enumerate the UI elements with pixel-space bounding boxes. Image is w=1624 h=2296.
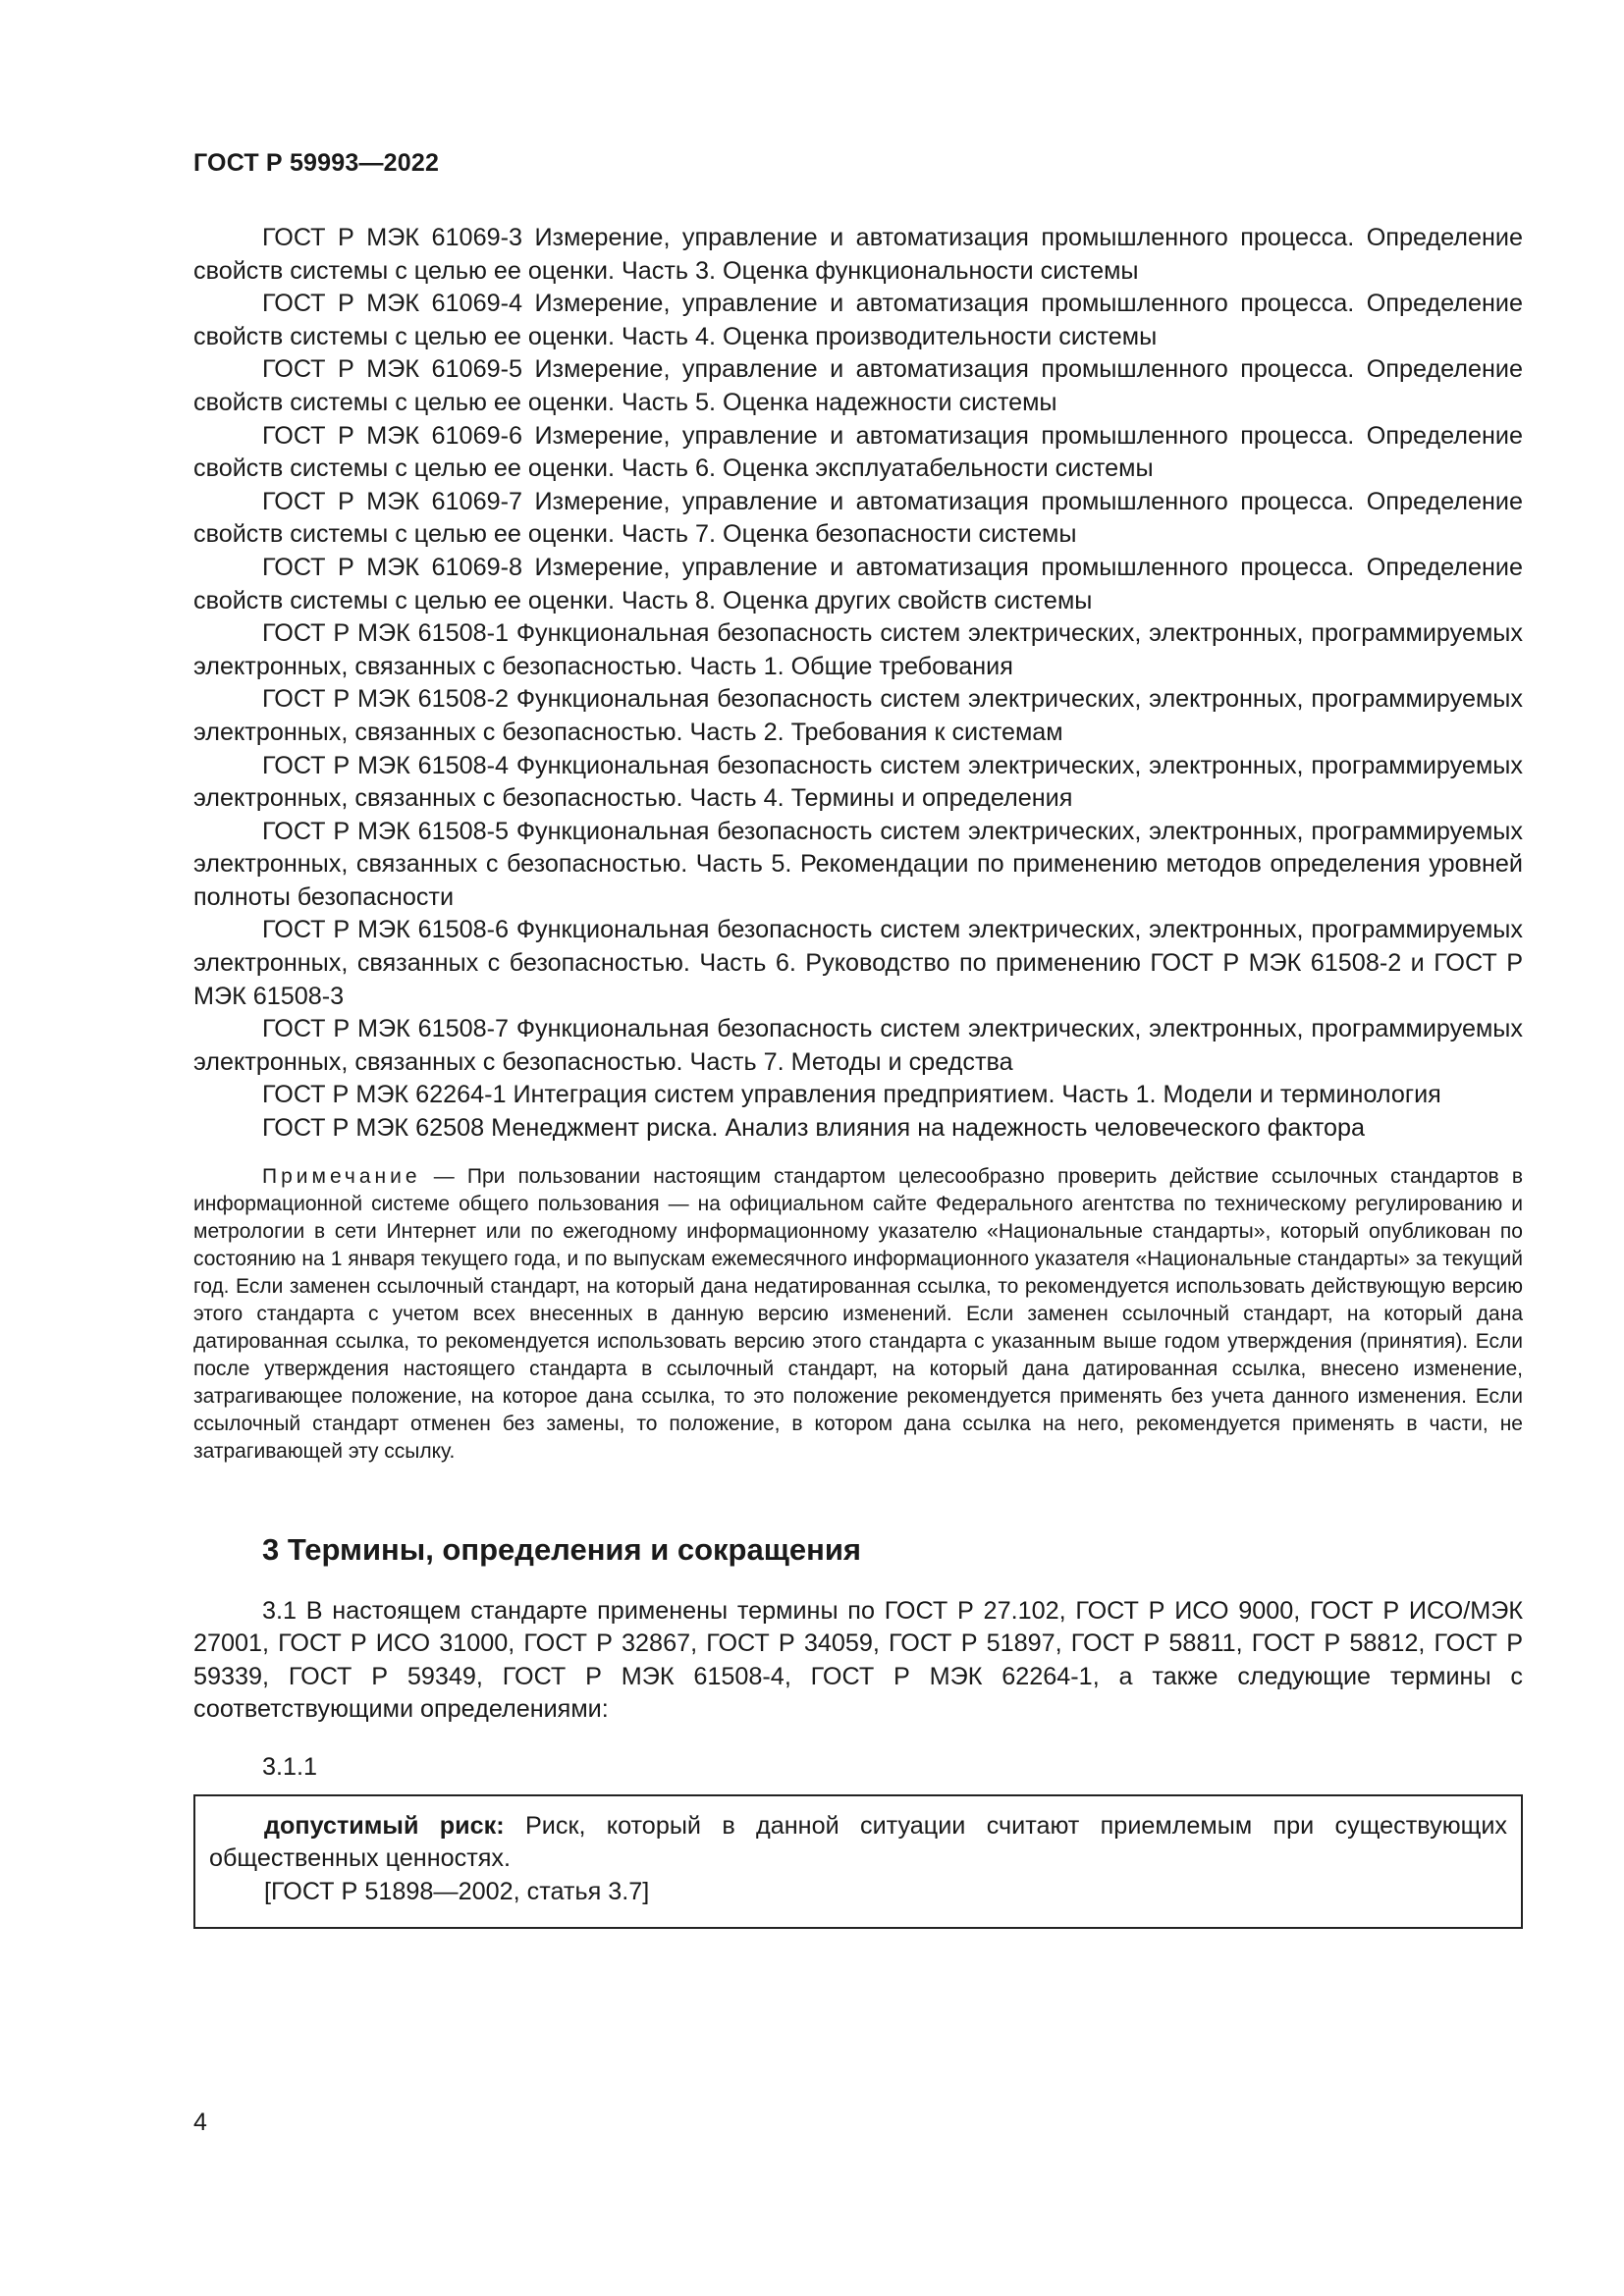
page-number: 4 (193, 2109, 207, 2136)
note-paragraph (193, 1163, 1523, 1466)
reference-item: ГОСТ Р МЭК 61508-4 Функциональная безопасность систем электрических, электронных, программируемых электронных, связанных с безопасностью. Часть 4. Термины и определения (193, 751, 1523, 813)
reference-item: ГОСТ Р МЭК 61508-2 Функциональная безопасность систем электрических, электронных, программируемых электронных, связанных с безопасностью. Часть 2. Требования к системам (193, 685, 1523, 746)
subclause-number: 3.1.1 (262, 1753, 318, 1782)
reference-item: ГОСТ Р МЭК 61508-5 Функциональная безопасность систем электрических, электронных, программируемых электронных, связанных с безопасностью. Часть 5. Рекомендации по применению методов определения уровней полноты безопасности (193, 817, 1523, 911)
section-heading: 3 Термины, определения и сокращения (262, 1531, 861, 1567)
reference-item: ГОСТ Р МЭК 61069-3 Измерение, управление и автоматизация промышленного процесса. Определение свойств системы с целью ее оценки. Часть 3. Оценка функциональности системы (193, 224, 1523, 285)
document-code-header: ГОСТ Р 59993—2022 (193, 149, 440, 177)
page-content (193, 222, 1523, 1929)
reference-item: ГОСТ Р МЭК 61069-8 Измерение, управление и автоматизация промышленного процесса. Определение свойств системы с целью ее оценки. Часть 8. Оценка других свойств системы (193, 553, 1523, 614)
reference-item: ГОСТ Р МЭК 61508-6 Функциональная безопасность систем электрических, электронных, программируемых электронных, связанных с безопасностью. Часть 6. Руководство по применению ГОСТ Р МЭК 61508-2 и ГОСТ Р МЭК 61508-3 (193, 916, 1523, 1010)
reference-item: ГОСТ Р МЭК 61069-5 Измерение, управление и автоматизация промышленного процесса. Определение свойств системы с целью ее оценки. Часть 5. Оценка надежности системы (193, 355, 1523, 416)
reference-item: ГОСТ Р МЭК 62508 Менеджмент риска. Анализ влияния на надежность человеческого фактора (262, 1114, 1366, 1143)
normative-references-list (193, 222, 1523, 1146)
term-source: [ГОСТ Р 51898—2002, статья 3.7] (264, 1877, 650, 1905)
reference-item: ГОСТ Р МЭК 61508-1 Функциональная безопасность систем электрических, электронных, программируемых электронных, связанных с безопасностью. Часть 1. Общие требования (193, 619, 1523, 680)
reference-item: ГОСТ Р МЭК 62264-1 Интеграция систем управления предприятием. Часть 1. Модели и терминология (262, 1081, 1441, 1109)
reference-item: ГОСТ Р МЭК 61508-7 Функциональная безопасность систем электрических, электронных, программируемых электронных, связанных с безопасностью. Часть 7. Методы и средства (193, 1015, 1523, 1076)
note-text: — При пользовании настоящим стандартом целесообразно проверить действие ссылочных стандартов в информационной системе общего пользования — на официальном сайте Федерального агентства по техническому регулированию и метрологии в сети Интернет или по ежегодному информационному указателю «Национальные стандарты», который опубликован по состоянию на 1 января текущего года, и по выпускам ежемесячного информационного указателя «Национальные стандарты» за текущий год. Если заменен ссылочный стандарт, на который дана недатированная ссылка, то рекомендуется использовать действующую версию этого стандарта с учетом всех внесенных в данную версию изменений. Если заменен ссылочный стандарт, на который дана датированная ссылка, то рекомендуется использовать версию этого стандарта с указанным выше годом утверждения (принятия). Если после утверждения настоящего стандарта в ссылочный стандарт, на который дана датированная ссылка, внесено изменение, затрагивающее положение, на которое дана ссылка, то это положение рекомендуется применять без учета данного изменения. Если ссылочный стандарт отменен без замены, то положение, в котором дана ссылка на него, рекомендуется применять в части, не затрагивающей эту ссылку. (193, 1164, 1523, 1463)
term-name: допустимый риск: (264, 1811, 505, 1840)
term-definition (209, 1810, 1507, 1876)
reference-item: ГОСТ Р МЭК 61069-6 Измерение, управление и автоматизация промышленного процесса. Определение свойств системы с целью ее оценки. Часть 6. Оценка эксплуатабельности системы (193, 421, 1523, 483)
reference-item: ГОСТ Р МЭК 61069-7 Измерение, управление и автоматизация промышленного процесса. Определение свойств системы с целью ее оценки. Часть 7. Оценка безопасности системы (193, 487, 1523, 549)
term-definition-text: Риск, который в данной ситуации считают приемлемым при существующих общественных ценностях. (209, 1811, 1508, 1873)
note-label: Примечание (262, 1164, 421, 1188)
reference-item: ГОСТ Р МЭК 61069-4 Измерение, управление и автоматизация промышленного процесса. Определение свойств системы с целью ее оценки. Часть 4. Оценка производительности системы (193, 290, 1523, 350)
paragraph-3-1: 3.1 В настоящем стандарте применены термины по ГОСТ Р 27.102, ГОСТ Р ИСО 9000, ГОСТ Р ИСО/МЭК 27001, ГОСТ Р ИСО 31000, ГОСТ Р 32867, ГОСТ Р 34059, ГОСТ Р 51897, ГОСТ Р 58811, ГОСТ Р 58812, ГОСТ Р 59339, ГОСТ Р 59349, ГОСТ Р МЭК 61508-4, ГОСТ Р МЭК 62264-1, а также следующие термины с соответствующими определениями: (193, 1596, 1523, 1724)
term-definition-box (193, 1794, 1523, 1929)
